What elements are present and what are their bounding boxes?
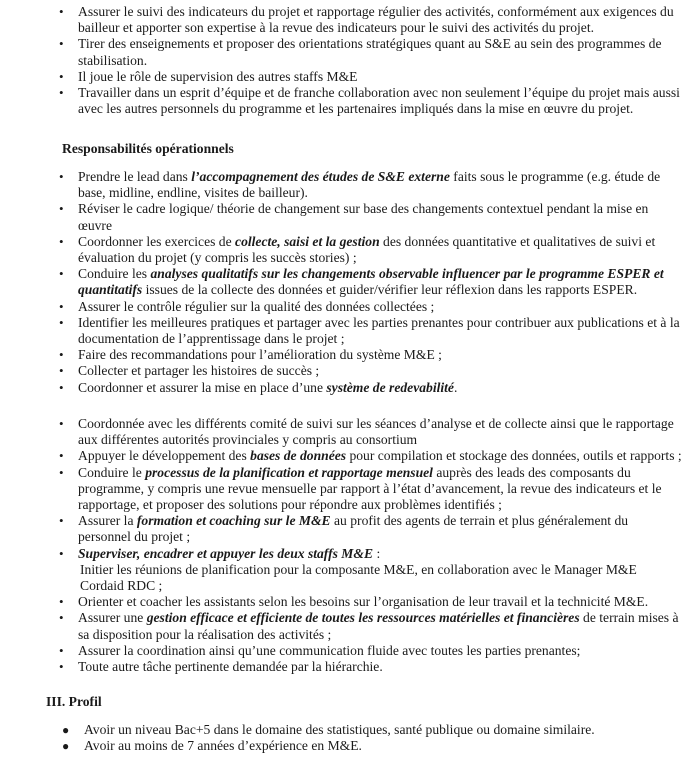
bullet-marker: • — [59, 416, 64, 431]
list-item — [0, 201, 700, 233]
bullet-marker: • — [59, 610, 64, 626]
item-text: Prendre le lead dans — [78, 169, 192, 184]
bullet-marker: • — [59, 85, 64, 101]
list-item — [0, 465, 700, 514]
list-item — [0, 299, 700, 315]
bullet-marker: • — [59, 363, 64, 379]
list-item — [0, 722, 700, 738]
bullet-marker: • — [59, 68, 64, 84]
bullet-marker: ● — [62, 723, 70, 737]
item-text: Toute autre tâche pertinente demandée par la hiérarchie. — [78, 659, 383, 675]
bullet-marker: • — [59, 201, 64, 217]
bullet-marker: • — [59, 36, 64, 52]
list-item — [0, 659, 700, 675]
list-item — [0, 36, 700, 68]
bullet-marker: • — [59, 266, 64, 282]
list-item — [0, 169, 700, 201]
item-text: . — [453, 379, 458, 395]
emphasized-text: collecte, saisi et la gestion — [235, 233, 380, 249]
list-item — [0, 69, 700, 85]
bullet-marker: • — [59, 448, 64, 464]
list-item — [0, 594, 700, 610]
list-item — [0, 610, 700, 642]
item-text: Assurer une — [78, 610, 147, 626]
item-text: Conduire le — [78, 464, 146, 480]
bullet-marker: • — [59, 298, 64, 314]
list-item — [0, 85, 700, 117]
list-item — [0, 380, 700, 396]
list-item — [0, 546, 700, 595]
list-item — [0, 416, 700, 448]
section-heading-profile: III. Profil — [46, 694, 102, 709]
item-text: Avoir au moins de 7 années d’expérience en M&E. — [84, 738, 362, 754]
responsibilities-list-coordination — [0, 416, 700, 675]
item-text: de terrain mises à sa disposition pour la réalisation des activités ; — [78, 610, 679, 642]
list-item — [0, 234, 700, 266]
item-text: Appuyer le développement des — [78, 448, 251, 464]
item-subtext: Initier les réunions de planification pour la composante M&E, en collaboration avec le Manager M&E Cordaid RDC ; — [80, 561, 637, 594]
list-item — [0, 266, 700, 298]
list-item — [0, 4, 700, 36]
emphasized-text: formation et coaching sur le M&E — [136, 513, 331, 529]
bullet-marker: • — [59, 233, 64, 249]
item-text: des données quantitative et qualitatives de suivi et évaluation du projet (y compris les succès stories) ; — [78, 233, 656, 266]
bullet-marker: • — [59, 464, 64, 480]
bullet-marker: • — [59, 347, 64, 363]
item-text: Réviser le cadre logique/ théorie de changement sur base des changements contextuel pendant la mise en œuvre — [78, 201, 649, 233]
item-text: issues de la collecte des données et guider/vérifier leur réflexion dans les rapports ESPER. — [142, 282, 638, 298]
item-text: faits sous le programme (e.g. étude de base, midline, endline, visites de bailleur). — [78, 169, 661, 201]
list-item — [0, 448, 700, 464]
emphasized-text: Superviser, encadrer et appuyer les deux staffs M&E — [78, 545, 374, 561]
list-item — [0, 363, 700, 379]
bullet-marker: ● — [62, 739, 70, 754]
item-text: Conduire les — [78, 266, 151, 282]
item-text: Orienter et coacher les assistants selon les besoins sur l’organisation de leur travail et la technicité M&E. — [78, 594, 649, 610]
list-item — [0, 643, 700, 659]
emphasized-text: gestion efficace et efficiente de toutes les ressources matérielles et financières — [146, 610, 580, 626]
responsibilities-list-operational — [0, 169, 700, 396]
list-item — [0, 347, 700, 363]
item-text: Travailler dans un esprit d’équipe et de franche collaboration avec non seulement l’équipe du projet mais aussi avec les autres personnels du programme et les partenaires impliqués dans la mise en œuvre du projet. — [78, 85, 680, 117]
item-text: Identifier les meilleures pratiques et partager avec les parties prenantes pour contribuer aux publications et à la documentation de l’apprentissage dans le projet ; — [78, 314, 680, 347]
responsibilities-list-general — [0, 4, 700, 117]
emphasized-text: bases de données — [250, 448, 347, 464]
list-item — [0, 513, 700, 545]
item-text: pour compilation et stockage des données, outils et rapports ; — [346, 448, 682, 464]
emphasized-text: l’accompagnement des études de S&E externe — [191, 169, 450, 184]
item-text: : — [373, 545, 381, 561]
item-text: Assurer la coordination ainsi qu’une communication fluide avec toutes les parties prenantes; — [78, 642, 581, 658]
bullet-marker: • — [59, 314, 64, 330]
profile-requirements-list — [0, 722, 700, 754]
item-text: Il joue le rôle de supervision des autres staffs M&E — [78, 68, 358, 84]
bullet-marker: • — [59, 659, 64, 675]
bullet-marker: • — [59, 594, 64, 610]
list-item — [0, 738, 700, 754]
bullet-marker: • — [59, 379, 64, 395]
item-text: Collecter et partager les histoires de succès ; — [78, 363, 320, 379]
bullet-marker: • — [59, 513, 64, 529]
emphasized-text: analyses qualitatifs sur les changements observable influencer par le programme ESPER et quantitatifs — [78, 266, 664, 298]
section-heading-operational: Responsabilités opérationnels — [62, 141, 234, 156]
item-text: Assurer la — [78, 513, 137, 529]
bullet-marker: • — [59, 642, 64, 658]
item-text: Assurer le suivi des indicateurs du projet et rapportage régulier des activités, conformément aux exigences du bailleur et apporter son expertise à la revue des indicateurs pour le suivi des activités du projet. — [78, 4, 674, 36]
bullet-marker: • — [59, 169, 64, 184]
item-text: Coordonnée avec les différents comité de suivi sur les séances d’analyse et de collecte ainsi que le rapportage aux différentes autorités provinciales y compris au consortium — [78, 416, 674, 448]
emphasized-text: processus de la planification et rapportage mensuel — [145, 464, 433, 480]
item-text: Tirer des enseignements et proposer des orientations stratégiques quant au S&E au sein des programmes de stabilisation. — [78, 36, 662, 68]
item-text: auprès des leads des composants du programme, y compris une revue mensuelle par rapport à l’état d’avancement, la revue des indicateurs et le rapportage, et proposer des solutions pour répondre aux problèmes identifiés ; — [78, 464, 662, 513]
item-text: Faire des recommandations pour l’amélioration du système M&E ; — [78, 347, 442, 363]
item-text: au profit des agents de terrain et plus généralement du personnel du projet ; — [78, 513, 629, 545]
bullet-marker: • — [59, 4, 64, 19]
emphasized-text: système de redevabilité — [326, 379, 454, 395]
list-item — [0, 315, 700, 347]
item-text: Assurer le contrôle régulier sur la qualité des données collectées ; — [78, 298, 435, 314]
item-text: Coordonner et assurer la mise en place d’une — [78, 379, 327, 395]
item-text: Avoir un niveau Bac+5 dans le domaine des statistiques, santé publique ou domaine similaire. — [84, 722, 595, 737]
bullet-marker: • — [59, 545, 64, 561]
item-text: Coordonner les exercices de — [78, 233, 236, 249]
